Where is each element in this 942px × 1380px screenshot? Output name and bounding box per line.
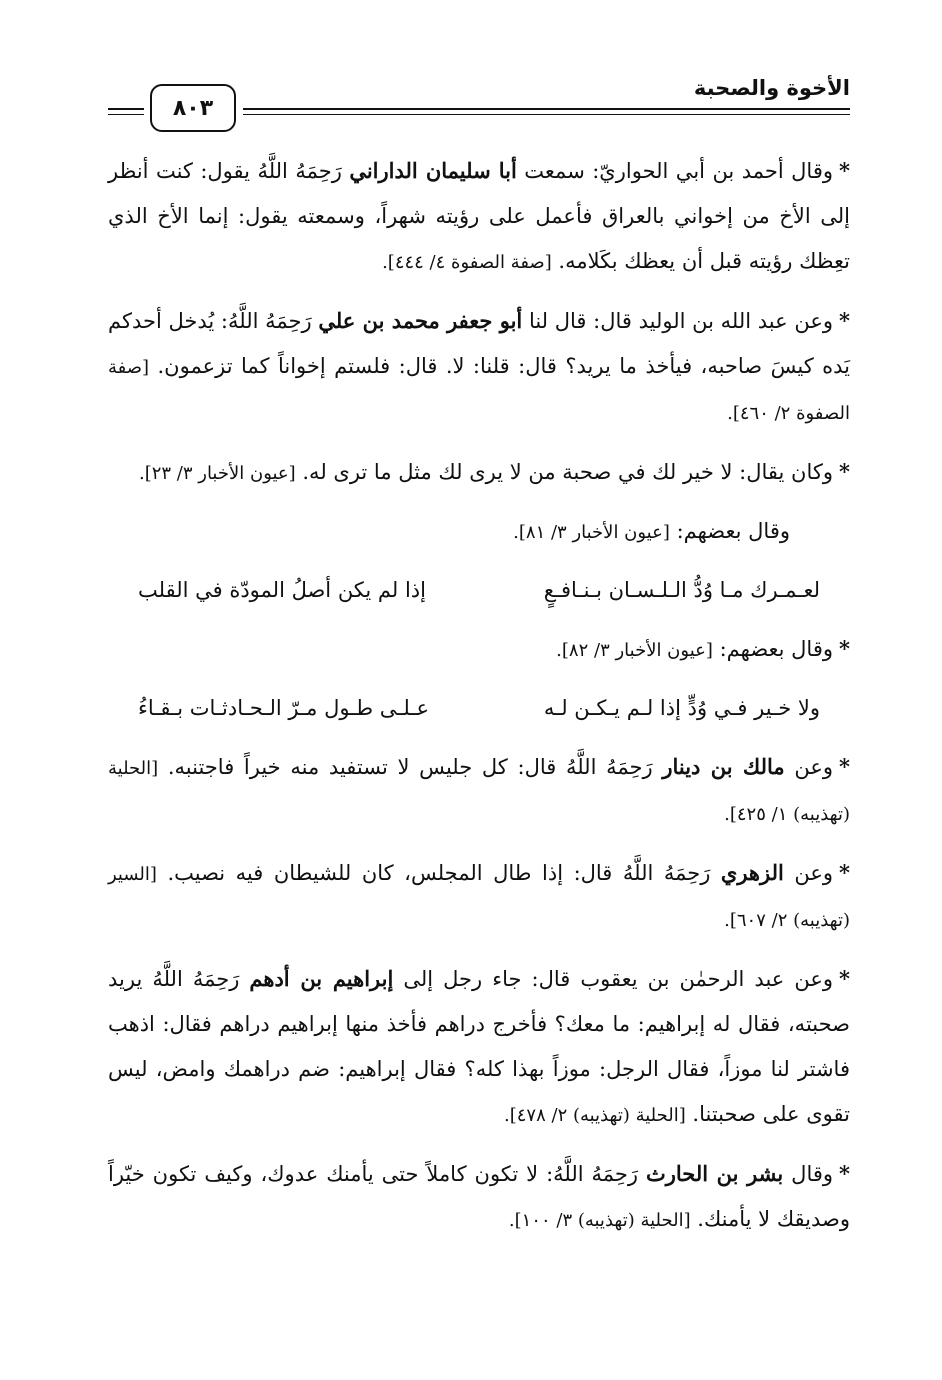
header-rule-left-thin: [108, 114, 144, 115]
person-name: أبو جعفر محمد بن علي: [318, 308, 523, 333]
person-name: إبراهيم بن أدهم: [249, 966, 394, 991]
paragraph: [108, 744, 850, 837]
paragraph: [108, 956, 850, 1138]
verse-hemistich: عـلـى طـول مـرّ الـحـادثـات بـقـاءُ: [138, 696, 430, 720]
paragraph-text: وقال بعضهم:: [712, 637, 834, 661]
bullet-star: *: [839, 754, 850, 779]
paragraph-text: رَحِمَهُ اللَّهُ يقول: كنت أنظر إلى الأخ من إخواني بالعراق فأعمل على رؤيته شهراً، وسمعته يقول: إنما الأخ الذي تعِظك رؤيته قبل أن يعظك بكَلامه.: [108, 159, 850, 273]
verse-hemistich: ولا خـير فـي وُدٍّ إذا لـم يـكـن لـه: [543, 696, 820, 720]
running-title: الأخوة والصحبة: [693, 76, 850, 100]
paragraph: [108, 148, 850, 285]
citation: [الحلية (تهذيبه) ٢/ ٤٧٨].: [504, 1105, 686, 1126]
poem-verse: [138, 686, 820, 731]
paragraph-text: وعن: [784, 755, 833, 779]
paragraph: [108, 626, 850, 673]
paragraph-text: رَحِمَهُ اللَّهُ قال: كل جليس لا تستفيد منه خيراً فاجتنبه.: [158, 755, 663, 779]
paragraph-text: رَحِمَهُ اللَّهُ يريد صحبته، فقال له إبراهيم: ما معك؟ فأخرج دراهم فأخذ منها إبراهيم دراهم فقال: اذهب فاشتر لنا موزاً، فقال الرجل: موزاً بهذا كله؟ فقال إبراهيم: ضم دراهمك وامض، ليس تقوى على صحبتنا.: [108, 967, 850, 1126]
paragraph: [108, 509, 850, 555]
page-body: [108, 148, 850, 1256]
citation: [عيون الأخبار ٣/ ٢٣].: [138, 463, 296, 484]
paragraph-text: وكان يقال: لا خير لك في صحبة من لا يرى لك مثل ما ترى له.: [295, 460, 834, 484]
bullet-star: *: [839, 636, 850, 661]
citation: [السير (تهذيبه) ٢/ ٦٠٧].: [108, 864, 850, 931]
citation: [الحلية (تهذيبه) ١/ ٤٢٥].: [108, 758, 850, 825]
paragraph-text: وعن عبد الرحمٰن بن يعقوب قال: جاء رجل إلى: [393, 967, 834, 991]
person-name: مالك بن دينار: [662, 754, 785, 779]
page-number: ٨٠٣: [150, 84, 236, 132]
person-name: أبا سليمان الداراني: [349, 158, 517, 183]
paragraph: [108, 298, 850, 436]
bullet-star: *: [839, 966, 851, 991]
paragraph-text: وعن عبد الله بن الوليد قال: قال لنا: [522, 309, 833, 333]
person-name: بشر بن الحارث: [646, 1161, 784, 1186]
citation: [صفة الصفوة ٢/ ٤٦٠].: [108, 357, 850, 424]
paragraph-text: وعن: [783, 861, 833, 885]
bullet-star: *: [839, 158, 850, 183]
paragraph-text: وقال بعضهم:: [669, 519, 790, 543]
person-name: الزهري: [720, 860, 784, 885]
header-rule-thin: [243, 114, 850, 115]
paragraph: [108, 850, 850, 943]
paragraph-text: وقال أحمد بن أبي الحواريّ: سمعت: [516, 159, 833, 183]
citation: [عيون الأخبار ٣/ ٨٢].: [556, 640, 713, 661]
bullet-star: *: [839, 308, 850, 333]
poem-verse: [138, 568, 820, 613]
bullet-star: *: [839, 459, 850, 484]
citation: [صفة الصفوة ٤/ ٤٤٤].: [382, 252, 552, 273]
paragraph-text: وقال: [783, 1162, 834, 1186]
citation: [عيون الأخبار ٣/ ٨١].: [513, 522, 670, 543]
paragraph-text: رَحِمَهُ اللَّهُ: لا تكون كاملاً حتى يأمنك عدوك، وكيف تكون خيّراً وصديقك لا يأمنك.: [108, 1162, 850, 1231]
verse-hemistich: لعـمـرك مـا وُدُّ الـلـسـان بـنـافـعٍ: [543, 578, 820, 602]
header-rule: [243, 108, 850, 110]
paragraph: [108, 1151, 850, 1243]
verse-hemistich: إذا لم يكن أصلُ المودّة في القلب: [138, 578, 426, 602]
paragraph-text: رَحِمَهُ اللَّهُ: يُدخل أحدكم يَده كيسَ صاحبه، فيأخذ ما يريد؟ قال: قلنا: لا. قال: فلستم إخواناً كما تزعمون.: [108, 309, 850, 378]
page-header: [108, 72, 850, 124]
citation: [الحلية (تهذيبه) ٣/ ١٠٠].: [508, 1210, 691, 1231]
paragraph: [108, 449, 850, 496]
header-rule-left: [108, 108, 144, 110]
paragraph-text: رَحِمَهُ اللَّهُ قال: إذا طال المجلس، كان للشيطان فيه نصيب.: [156, 861, 721, 885]
bullet-star: *: [839, 860, 850, 885]
bullet-star: *: [839, 1161, 851, 1186]
